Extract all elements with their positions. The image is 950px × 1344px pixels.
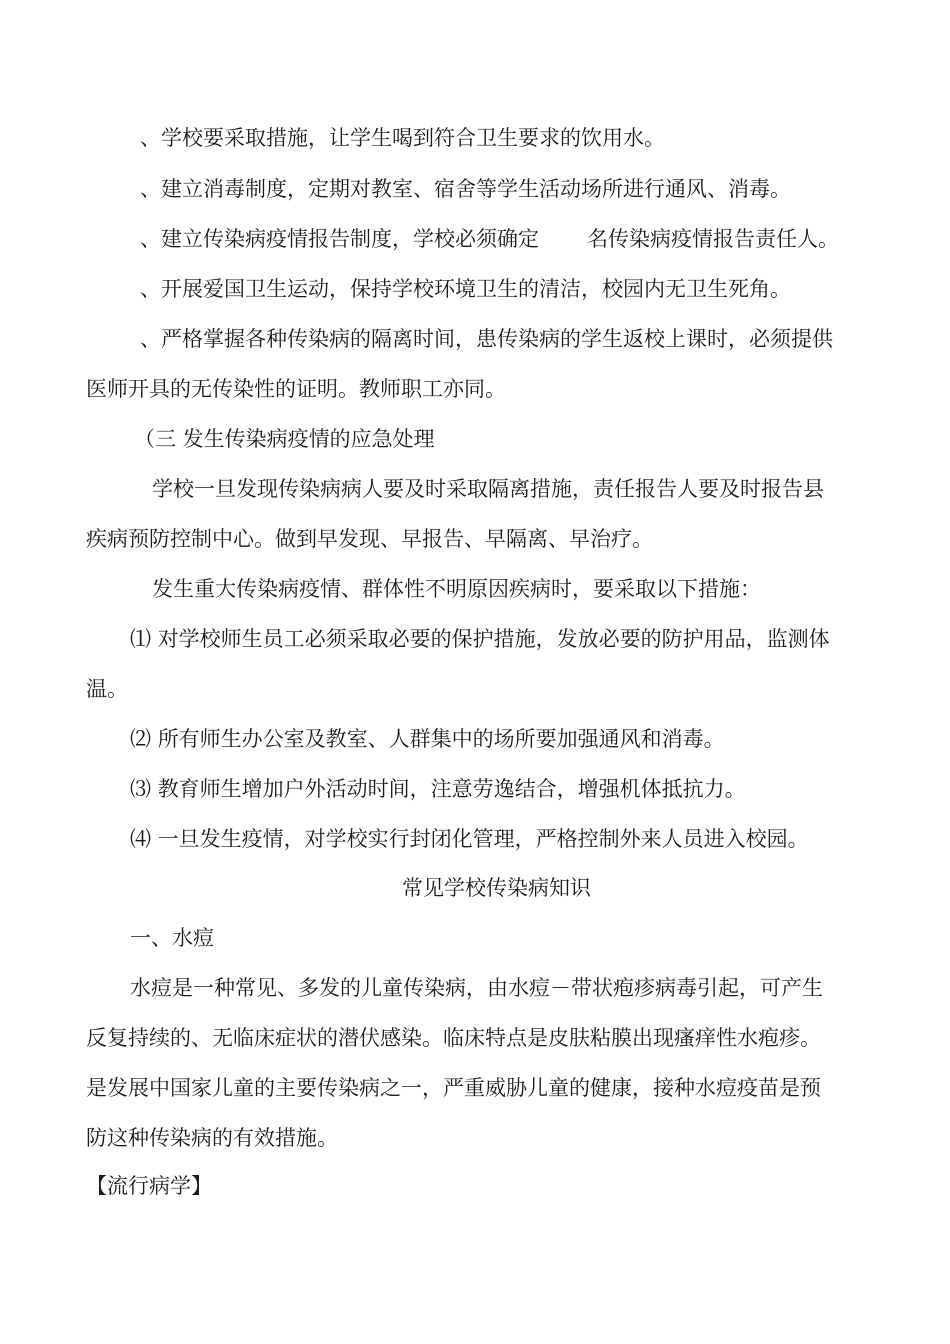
section-heading-emergency: （三 发生传染病疫情的应急处理 bbox=[134, 427, 435, 451]
list-item-isolation-line-1: 、严格掌握各种传染病的隔离时间，患传染病的学生返校上课时，必须提供 bbox=[140, 327, 833, 351]
list-item-hygiene: 、开展爱国卫生运动，保持学校环境卫生的清洁，校园内无卫生死角。 bbox=[140, 277, 791, 301]
list-item-isolation-line-2: 医师开具的无传染性的证明。教师职工亦同。 bbox=[86, 377, 506, 401]
measure-4-number: ⑷ bbox=[130, 827, 151, 851]
measure-4-text: 一旦发生疫情，对学校实行封闭化管理，严格控制外来人员进入校园。 bbox=[157, 827, 809, 851]
chickenpox-paragraph-line-3: 是发展中国家儿童的主要传染病之一，严重威胁儿童的健康，接种水痘疫苗是预 bbox=[86, 1076, 821, 1100]
list-item-epidemic-report bbox=[140, 226, 839, 252]
measure-1-line-2: 温。 bbox=[86, 677, 128, 701]
chickenpox-heading: 一、水痘 bbox=[130, 926, 214, 950]
knowledge-section-title: 常见学校传染病知识 bbox=[402, 876, 591, 900]
chickenpox-paragraph-line-2: 反复持续的、无临床症状的潜伏感染。临床特点是皮肤粘膜出现瘙痒性水疱疹。 bbox=[86, 1026, 821, 1050]
chickenpox-paragraph-line-1: 水痘是一种常见、多发的儿童传染病，由水痘－带状疱疹病毒引起，可产生 bbox=[130, 976, 823, 1000]
measure-1-text: 对学校师生员工必须采取必要的保护措施，发放必要的防护用品，监测体 bbox=[157, 627, 830, 651]
measure-1-line-1 bbox=[130, 626, 830, 652]
major-epidemic-intro: 发生重大传染病疫情、群体性不明原因疾病时，要采取以下措施： bbox=[152, 577, 761, 601]
measure-2-number: ⑵ bbox=[130, 727, 151, 751]
chickenpox-paragraph-line-4: 防这种传染病的有效措施。 bbox=[86, 1126, 338, 1150]
measure-4 bbox=[130, 826, 809, 852]
epidemiology-heading: 【流行病学】 bbox=[86, 1174, 212, 1198]
emergency-paragraph-line-1: 学校一旦发现传染病病人要及时采取隔离措施，责任报告人要及时报告县 bbox=[152, 477, 824, 501]
measure-2-text: 所有师生办公室及教室、人群集中的场所要加强通风和消毒。 bbox=[157, 727, 725, 751]
list-item-drinking-water: 、学校要采取措施，让学生喝到符合卫生要求的饮用水。 bbox=[140, 126, 665, 150]
measure-3 bbox=[130, 776, 746, 802]
measure-3-number: ⑶ bbox=[130, 777, 151, 801]
report-text-part-2: 名传染病疫情报告责任人。 bbox=[587, 227, 839, 251]
report-text-part-1: 、建立传染病疫情报告制度，学校必须确定 bbox=[140, 227, 539, 251]
measure-3-text: 教育师生增加户外活动时间，注意劳逸结合，增强机体抵抗力。 bbox=[157, 777, 746, 801]
measure-1-number: ⑴ bbox=[130, 627, 151, 651]
emergency-paragraph-line-2: 疾病预防控制中心。做到早发现、早报告、早隔离、早治疗。 bbox=[86, 527, 653, 551]
measure-2 bbox=[130, 726, 725, 752]
list-item-disinfection: 、建立消毒制度，定期对教室、宿舍等学生活动场所进行通风、消毒。 bbox=[140, 177, 791, 201]
